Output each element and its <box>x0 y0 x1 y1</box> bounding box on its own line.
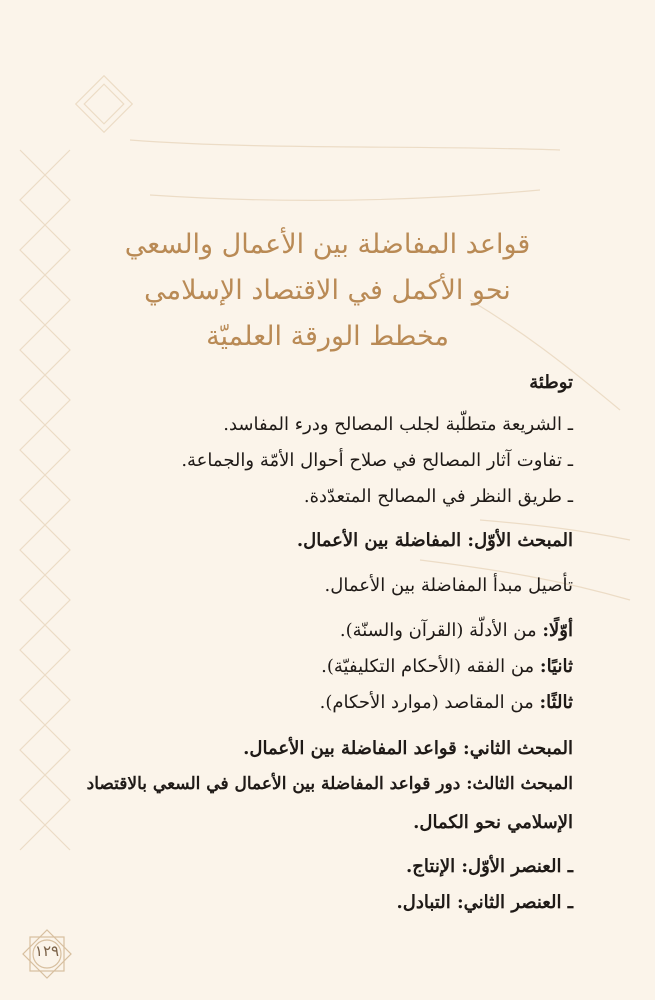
intro-item: ـ طريق النظر في المصالح المتعدّدة. <box>303 486 573 507</box>
title-line-2: نحو الأكمل في الاقتصاد الإسلامي <box>144 275 511 306</box>
intro-item: ـ تفاوت آثار المصالح في صلاح أحوال الأمّة والجماعة. <box>181 450 573 471</box>
point-label: أوّلًا: <box>542 620 573 641</box>
section1-point <box>321 656 573 677</box>
intro-item: ـ الشريعة متطلّبة لجلب المصالح ودرء المفاسد. <box>223 414 573 435</box>
intro-heading: توطئة <box>529 372 573 393</box>
section1-point <box>320 692 573 713</box>
section3-element: ـ العنصر الثاني: التبادل. <box>396 892 573 913</box>
title-line-1: قواعد المفاضلة بين الأعمال والسعي <box>124 229 531 260</box>
section3-heading-line1: المبحث الثالث: دور قواعد المفاضلة بين الأعمال في السعي بالاقتصاد <box>86 774 573 794</box>
section1-intro: تأصيل مبدأ المفاضلة بين الأعمال. <box>324 575 573 596</box>
point-label: ثالثًا: <box>539 692 573 713</box>
point-label: ثانيًا: <box>539 656 573 677</box>
section3-heading-line2: الإسلامي نحو الكمال. <box>413 812 573 833</box>
point-text: من الفقه (الأحكام التكليفيّة). <box>321 656 535 677</box>
page-number: ١٢٩ <box>34 942 60 960</box>
page-title-block <box>60 222 595 360</box>
section3-element: ـ العنصر الأوّل: الإنتاج. <box>406 856 573 877</box>
section1-point <box>340 620 573 641</box>
section2-heading: المبحث الثاني: قواعد المفاضلة بين الأعمال. <box>243 738 573 759</box>
point-text: من الأدلّة (القرآن والسنّة). <box>339 620 537 641</box>
point-text: من المقاصد (موارد الأحكام). <box>319 692 534 713</box>
section1-heading: المبحث الأوّل: المفاضلة بين الأعمال. <box>296 530 573 551</box>
title-line-3: مخطط الورقة العلميّة <box>206 321 449 352</box>
page-number-badge <box>18 925 76 983</box>
